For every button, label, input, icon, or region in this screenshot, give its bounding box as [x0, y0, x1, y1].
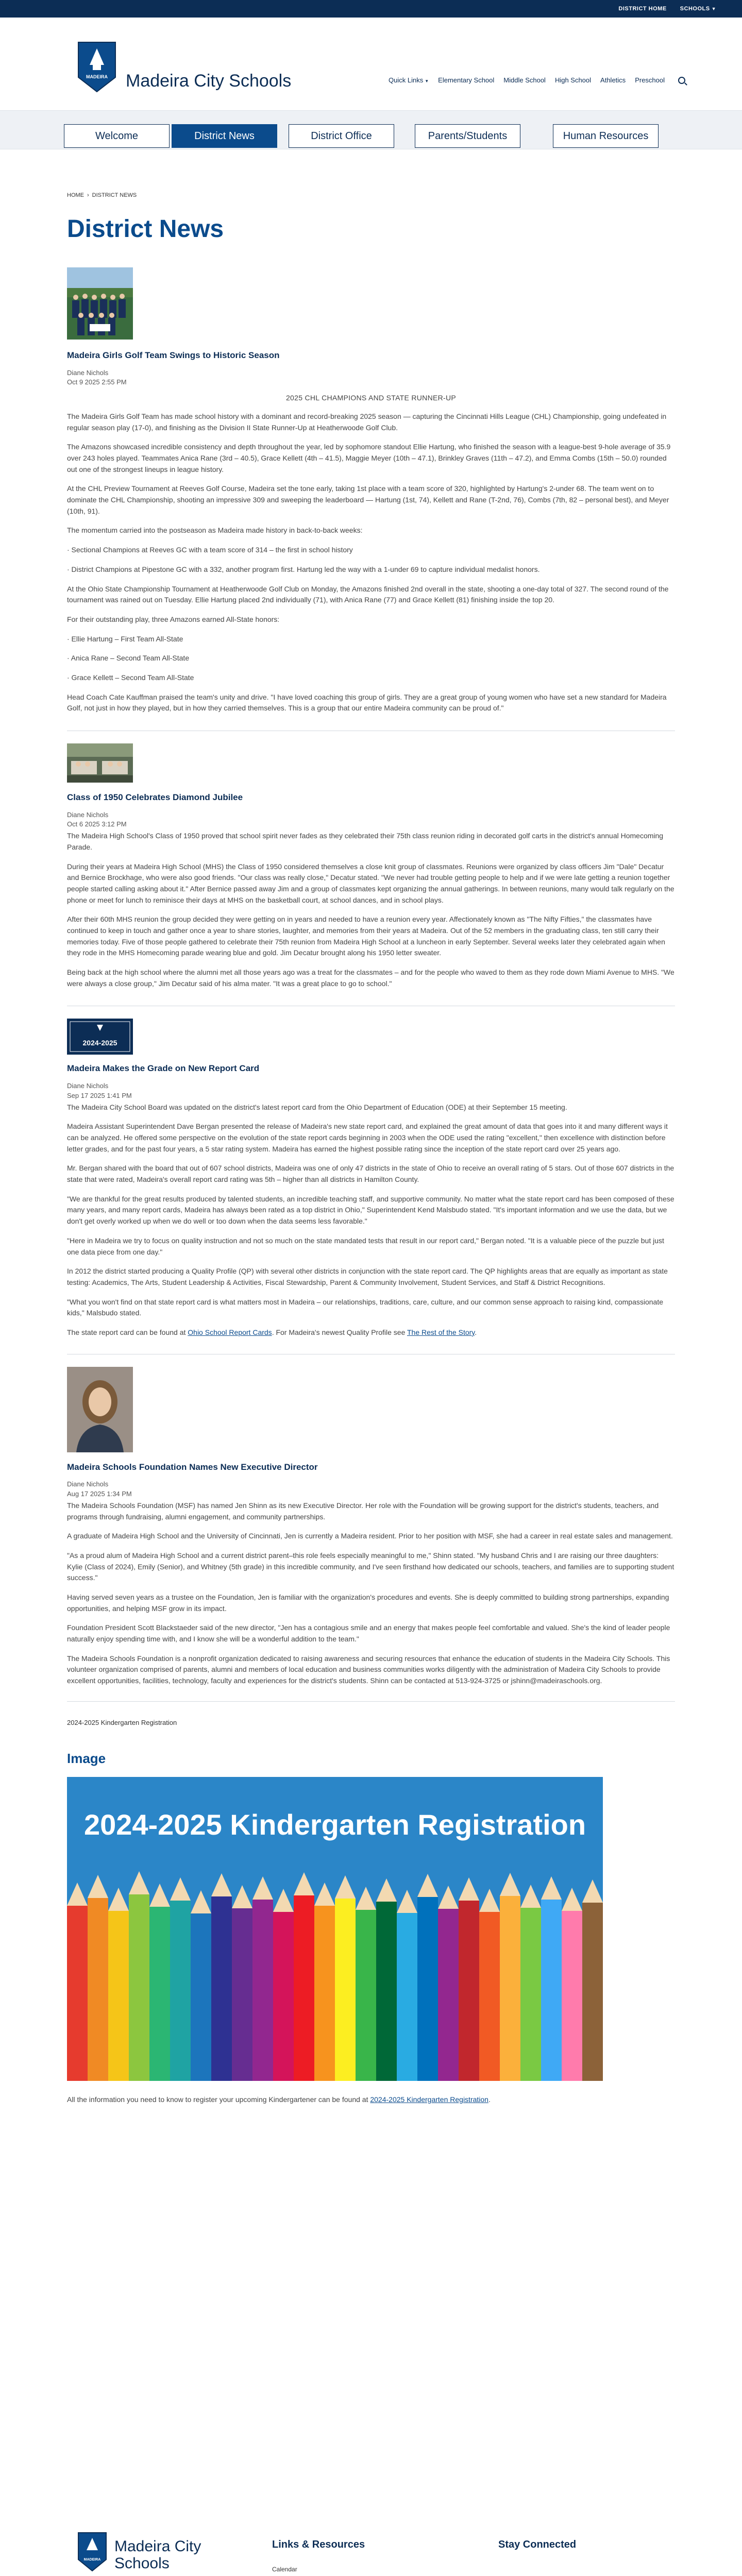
chevron-down-icon: ▼	[711, 6, 716, 11]
report-card-graphic[interactable]	[67, 1019, 133, 1055]
nav-athletics[interactable]: Athletics	[600, 76, 626, 84]
main-nav	[389, 75, 685, 86]
class-of-1950-photo[interactable]	[67, 743, 133, 783]
tab-district-office[interactable]: District Office	[289, 124, 394, 148]
post-paragraph: The Madeira Girls Golf Team has made school history with a dominant and record-breaking 2025 season — capturing the Cincinnati Hills League (CHL) Championship, going undefeated in regular season play (17-0), and finishing as the Division II State Runner-Up at Heatherwoode Golf Club.	[67, 412, 667, 432]
links-mid: . For Madeira's newest Quality Profile see	[272, 1328, 407, 1336]
post-title[interactable]: Madeira Schools Foundation Names New Executive Director	[67, 1462, 318, 1472]
breadcrumb	[67, 191, 675, 200]
site-header	[0, 18, 742, 110]
utility-bar	[0, 0, 742, 18]
links-intro: The state report card can be found at	[67, 1328, 188, 1336]
post-date: Sep 17 2025 1:41 PM	[67, 1091, 132, 1099]
post-title[interactable]: 2024-2025 Kindergarten Registration	[67, 1718, 177, 1726]
post-paragraph: The momentum carried into the postseason as Madeira made history in back-to-back weeks:	[67, 526, 363, 535]
registration-end: .	[488, 2095, 491, 2104]
post-paragraph: During their years at Madeira High School (MHS) the Class of 1950 considered themselves a close knit group of classmates. Reunions were organized by class officers Jim "Dale" Decatur and Bernice Brockhage, who were also good friends. "Our class was really close," Decatur stated. "We never had trouble getting people to help and if we were late getting a reunion together people started calling asking about it." After Bernice passed away Jim and a group of classmates kept organizing the annual gatherings. In between reunions, many would talk regularly on the phone or meet for lunch to reminisce their days at MHS on the basketball court, at school dances, and in school plays.	[67, 862, 674, 904]
nav-quick-links-label: Quick Links	[389, 76, 424, 84]
post-list-item: · Grace Kellett – Second Team All-State	[67, 673, 194, 682]
nav-quick-links[interactable]	[389, 75, 429, 86]
site-title[interactable]: Madeira City Schools	[126, 71, 292, 91]
post-list-item: · Anica Rane – Second Team All-State	[67, 654, 190, 663]
rest-of-story-link[interactable]: The Rest of the Story	[407, 1328, 475, 1336]
post-paragraph: Foundation President Scott Blackstaeder said of the new director, "Jen has a contagious smile and an energy that makes people feel comfortable and valued. She's the kind of leader people naturally enjoy spending time with, and I know she will be a wonderful addition to the team."	[67, 1623, 670, 1643]
section-nav	[0, 110, 742, 149]
footer-logo[interactable]	[77, 2532, 107, 2572]
golf-team-photo[interactable]	[67, 267, 133, 340]
tab-welcome[interactable]: Welcome	[64, 124, 170, 148]
post-paragraph: "As a proud alum of Madeira High School and a current district parent–this role feels especially meaningful to me," Shinn stated. "My husband Chris and I are raising our three daughters: Kylie (Class of 2024), Emily (Senior), and Whitney (5th grade) in this incredible community, and I've seen firsthand how dedicated our schools, teachers, and families are to supporting student success."	[67, 1551, 674, 1582]
links-end: .	[475, 1328, 477, 1336]
calendar-link[interactable]: Calendar	[272, 2566, 297, 2573]
post-paragraph: A graduate of Madeira High School and the University of Cincinnati, Jen is currently a Madeira resident. Prior to her position with MSF, she had a career in real estate sales and management.	[67, 1532, 673, 1540]
post-paragraph: After their 60th MHS reunion the group decided they were getting on in years and needed to have a reunion every year. Affectionately known as "The Nifty Fifties," the classmates have continued to keep in touch and gather once a year to share stories, laughter, and memories from their years at Madeira. Out of the 52 members in the graduating class, ten still carry their memories today. Five of those people gathered to celebrate their 75th reunion from Madeira High School at a luncheon in early September. Several weeks later they celebrated again when they rode in the MHS Homecoming parade wearing blue and gold. Jim Decatur brought along his 1950 letter sweater.	[67, 915, 665, 957]
footer-logo-text: MADEIRA	[83, 2558, 101, 2562]
post-date: Oct 6 2025 3:12 PM	[67, 820, 127, 828]
links-resources-heading: Links & Resources	[272, 2539, 365, 2550]
breadcrumb-separator: ›	[87, 192, 89, 198]
news-post	[67, 743, 675, 989]
post-paragraph	[67, 2094, 675, 2106]
ohio-report-cards-link[interactable]: Ohio School Report Cards	[188, 1328, 272, 1336]
schools-label: SCHOOLS	[680, 5, 710, 12]
search-icon[interactable]	[678, 77, 685, 84]
post-paragraph: At the Ohio State Championship Tournament at Heatherwoode Golf Club on Monday, the Amazons finished 2nd overall in the state, shooting a one-day total of 327. The second round of the tournament was rained out on Tuesday. Ellie Hartung placed 2nd individually (71), with Anica Rane (77) and Grace Kellett (81) finishing inside the top 20.	[67, 584, 669, 604]
chevron-down-icon: ▼	[425, 79, 429, 83]
post-list-item: · Ellie Hartung – First Team All-State	[67, 634, 183, 643]
post-paragraph: The Madeira Schools Foundation (MSF) has named Jen Shinn as its new Executive Director. Her role with the Foundation will be growing support for the district's students, teachers, and programs through fundraising, alumni engagement, and community partnerships.	[67, 1501, 659, 1521]
post-links-paragraph	[67, 1327, 675, 1338]
post-paragraph: Madeira Assistant Superintendent Dave Bergan presented the release of Madeira's new state report card, and explained the great amount of data that goes into it and many different ways it can be analyzed. He offered some perspective on the evolution of the state report cards beginning in 2003 when the ODE used the rating "excellent," then excellence with distinction before letter grades, and for the past four years, a 5 star rating system. Madeira has earned the highest possible rating since the inception of the state report card over 25 years ago.	[67, 1122, 668, 1153]
district-logo[interactable]	[77, 41, 116, 93]
post-divider	[67, 1701, 675, 1702]
post-paragraph: The Madeira Schools Foundation is a nonprofit organization dedicated to raising awareness and securing resources that enhance the education of students in the Madeira City Schools. This volunteer organization comprised of parents, alumni and members of local education and business communities works diligently with the administration of Madeira City Schools to provide excellent opportunities, facilities, technology, faculty and experiences for the district's students. Shinn can be contacted at 513-924-3725 or jshinn@madeiraschools.org.	[67, 1654, 670, 1685]
post-list-item: · Sectional Champions at Reeves GC with a team score of 314 – the first in school history	[67, 546, 353, 554]
tab-district-news[interactable]: District News	[172, 124, 277, 148]
nav-elementary[interactable]: Elementary School	[438, 76, 495, 84]
post-author: Diane Nichols	[67, 810, 109, 819]
post-paragraph: Head Coach Cate Kauffman praised the team's unity and drive. "I have loved coaching this group of girls. They are a great group of young women who have set a new standard for Madeira Golf, not just in how they played, but in how they carried themselves. This is a group that our entire Madeira community can be proud of."	[67, 692, 667, 713]
news-post	[67, 1019, 675, 1338]
news-post	[67, 1718, 675, 2106]
post-paragraph: "We are thankful for the great results produced by talented students, an incredible teaching staff, and supportive community. No matter what the state report card has been composed of these many years, and many report cards, Madeira has always been rated as a top district in Ohio," Superintendent Kend Malsbudo stated. "It's important information and we use the data, but we don't get overly worked up when we do well or too down when the data seems less favorable."	[67, 1194, 674, 1226]
post-subtitle: 2025 CHL CHAMPIONS AND STATE RUNNER-UP	[285, 394, 457, 402]
post-paragraph: The Madeira High School's Class of 1950 proved that school spirit never fades as they celebrated their 75th class reunion riding in decorated golf carts in the district's annual Homecoming Parade.	[67, 832, 664, 851]
post-paragraph: Mr. Bergan shared with the board that out of 607 school districts, Madeira was one of only 47 districts in the state of Ohio to receive an overall rating of 5 stars. Out of those 607 districts in the state that were rated, Madeira's overall report card rating was 5th – higher than all districts in Hamilton County.	[67, 1164, 674, 1184]
post-title[interactable]: Madeira Makes the Grade on New Report Card	[67, 1063, 260, 1074]
news-post	[67, 267, 675, 714]
post-title[interactable]: Class of 1950 Celebrates Diamond Jubilee	[67, 792, 243, 803]
post-paragraph: At the CHL Preview Tournament at Reeves Golf Course, Madeira set the tone early, taking 1st place with a team score of 320, highlighted by Hartung's 2-under 68. The team went on to dominate the CHL Championship, shooting an impressive 309 and sweeping the leaderboard — Hartung (1st, 74), Kellett and Rane (T-2nd, 76), Combs (7th, 82 – personal best), and Meyer (10th, 91).	[67, 484, 669, 515]
post-paragraph: The Madeira City School Board was updated on the district's latest report card from the Ohio Department of Education (ODE) at their September 15 meeting.	[67, 1103, 567, 1111]
post-author: Diane Nichols	[67, 1081, 109, 1090]
breadcrumb-current: DISTRICT NEWS	[92, 192, 137, 198]
post-paragraph: "What you won't find on that state report card is what matters most in Madeira – our relationships, traditions, care, culture, and our common sense approach to raising kind, compassionate kids," Malsbudo stated.	[67, 1297, 663, 1317]
post-paragraph: Having served seven years as a trustee on the Foundation, Jen is familiar with the organization's procedures and events. She is deeply committed to building strong partnerships, expanding opportunities, and helping MSF grow in its impact.	[67, 1592, 669, 1613]
banner-heading: 2024-2025 Kindergarten Registration	[83, 1808, 586, 1841]
report-card-year: 2024-2025	[82, 1039, 117, 1047]
post-author: Diane Nichols	[67, 1480, 109, 1488]
post-list-item: · District Champions at Pipestone GC with a 332, another program first. Hartung led the way with a 1-under 69 to capture individual medalist honors.	[67, 565, 540, 573]
post-paragraph: Being back at the high school where the alumni met all those years ago was a treat for the classmates – and for the people who waved to them as they rode down Miami Avenue to MHS. "We were always a close group," Jim Decatur said of his alma mater. "It was a great place to go to school."	[67, 968, 674, 988]
kindergarten-banner[interactable]	[67, 1777, 603, 2081]
stay-connected-heading: Stay Connected	[498, 2539, 577, 2550]
tab-parents-students[interactable]: Parents/Students	[415, 124, 520, 148]
registration-intro: All the information you need to know to register your upcoming Kindergartener can be found at	[67, 2095, 370, 2104]
footer-title-line1: Madeira City	[114, 2538, 201, 2555]
post-date: Oct 9 2025 2:55 PM	[67, 378, 127, 386]
footer-title-line2: Schools	[114, 2555, 170, 2572]
district-home-link[interactable]: DISTRICT HOME	[618, 5, 667, 12]
main-content	[0, 191, 742, 2105]
post-paragraph: The Amazons showcased incredible consistency and depth throughout the year, led by sophomore standout Ellie Hartung, who finished the season with a league-best 9-hole average of 35.9 over 243 holes played. Teammates Anica Rane (3rd – 40.5), Grace Kellett (4th – 41.5), Maggie Meyer (10th – 47.1), Brinkley Graves (11th – 47.2), and Emma Combs (15th – 50.0) rounded out one of the strongest lineups in league history.	[67, 443, 671, 473]
post-title[interactable]: Madeira Girls Golf Team Swings to Historic Season	[67, 350, 280, 361]
nav-middle[interactable]: Middle School	[503, 76, 546, 84]
nav-preschool[interactable]: Preschool	[635, 76, 665, 84]
nav-high[interactable]: High School	[554, 76, 592, 84]
news-post	[67, 1367, 675, 1687]
logo-text: MADEIRA	[86, 74, 108, 79]
executive-director-portrait[interactable]	[67, 1367, 133, 1452]
post-date: Aug 17 2025 1:34 PM	[67, 1490, 132, 1498]
post-paragraph: "Here in Madeira we try to focus on quality instruction and not so much on the state mandated tests that result in our report card," Bergan noted. "It is a valuable piece of the puzzle but just one data piece from one day."	[67, 1236, 664, 1256]
post-paragraph: For their outstanding play, three Amazons earned All-State honors:	[67, 615, 280, 623]
footer-site-title[interactable]	[114, 2538, 201, 2572]
section-heading: Image	[67, 1750, 106, 1766]
post-author: Diane Nichols	[67, 368, 109, 377]
post-paragraph: In 2012 the district started producing a Quality Profile (QP) with several other districts in conjunction with the state report card. The QP highlights areas that are equally as important as state testing: Academics, The Arts, Student Leadership & Activities, Fiscal Stewardship, Parent & Community Involvement, Student Services, and Staff & District Recognitions.	[67, 1267, 668, 1286]
page-title: District News	[67, 215, 224, 243]
schools-menu[interactable]	[680, 5, 716, 13]
tab-human-resources[interactable]: Human Resources	[553, 124, 659, 148]
kindergarten-registration-link[interactable]: 2024-2025 Kindergarten Registration	[370, 2095, 488, 2104]
breadcrumb-home[interactable]: HOME	[67, 192, 84, 198]
